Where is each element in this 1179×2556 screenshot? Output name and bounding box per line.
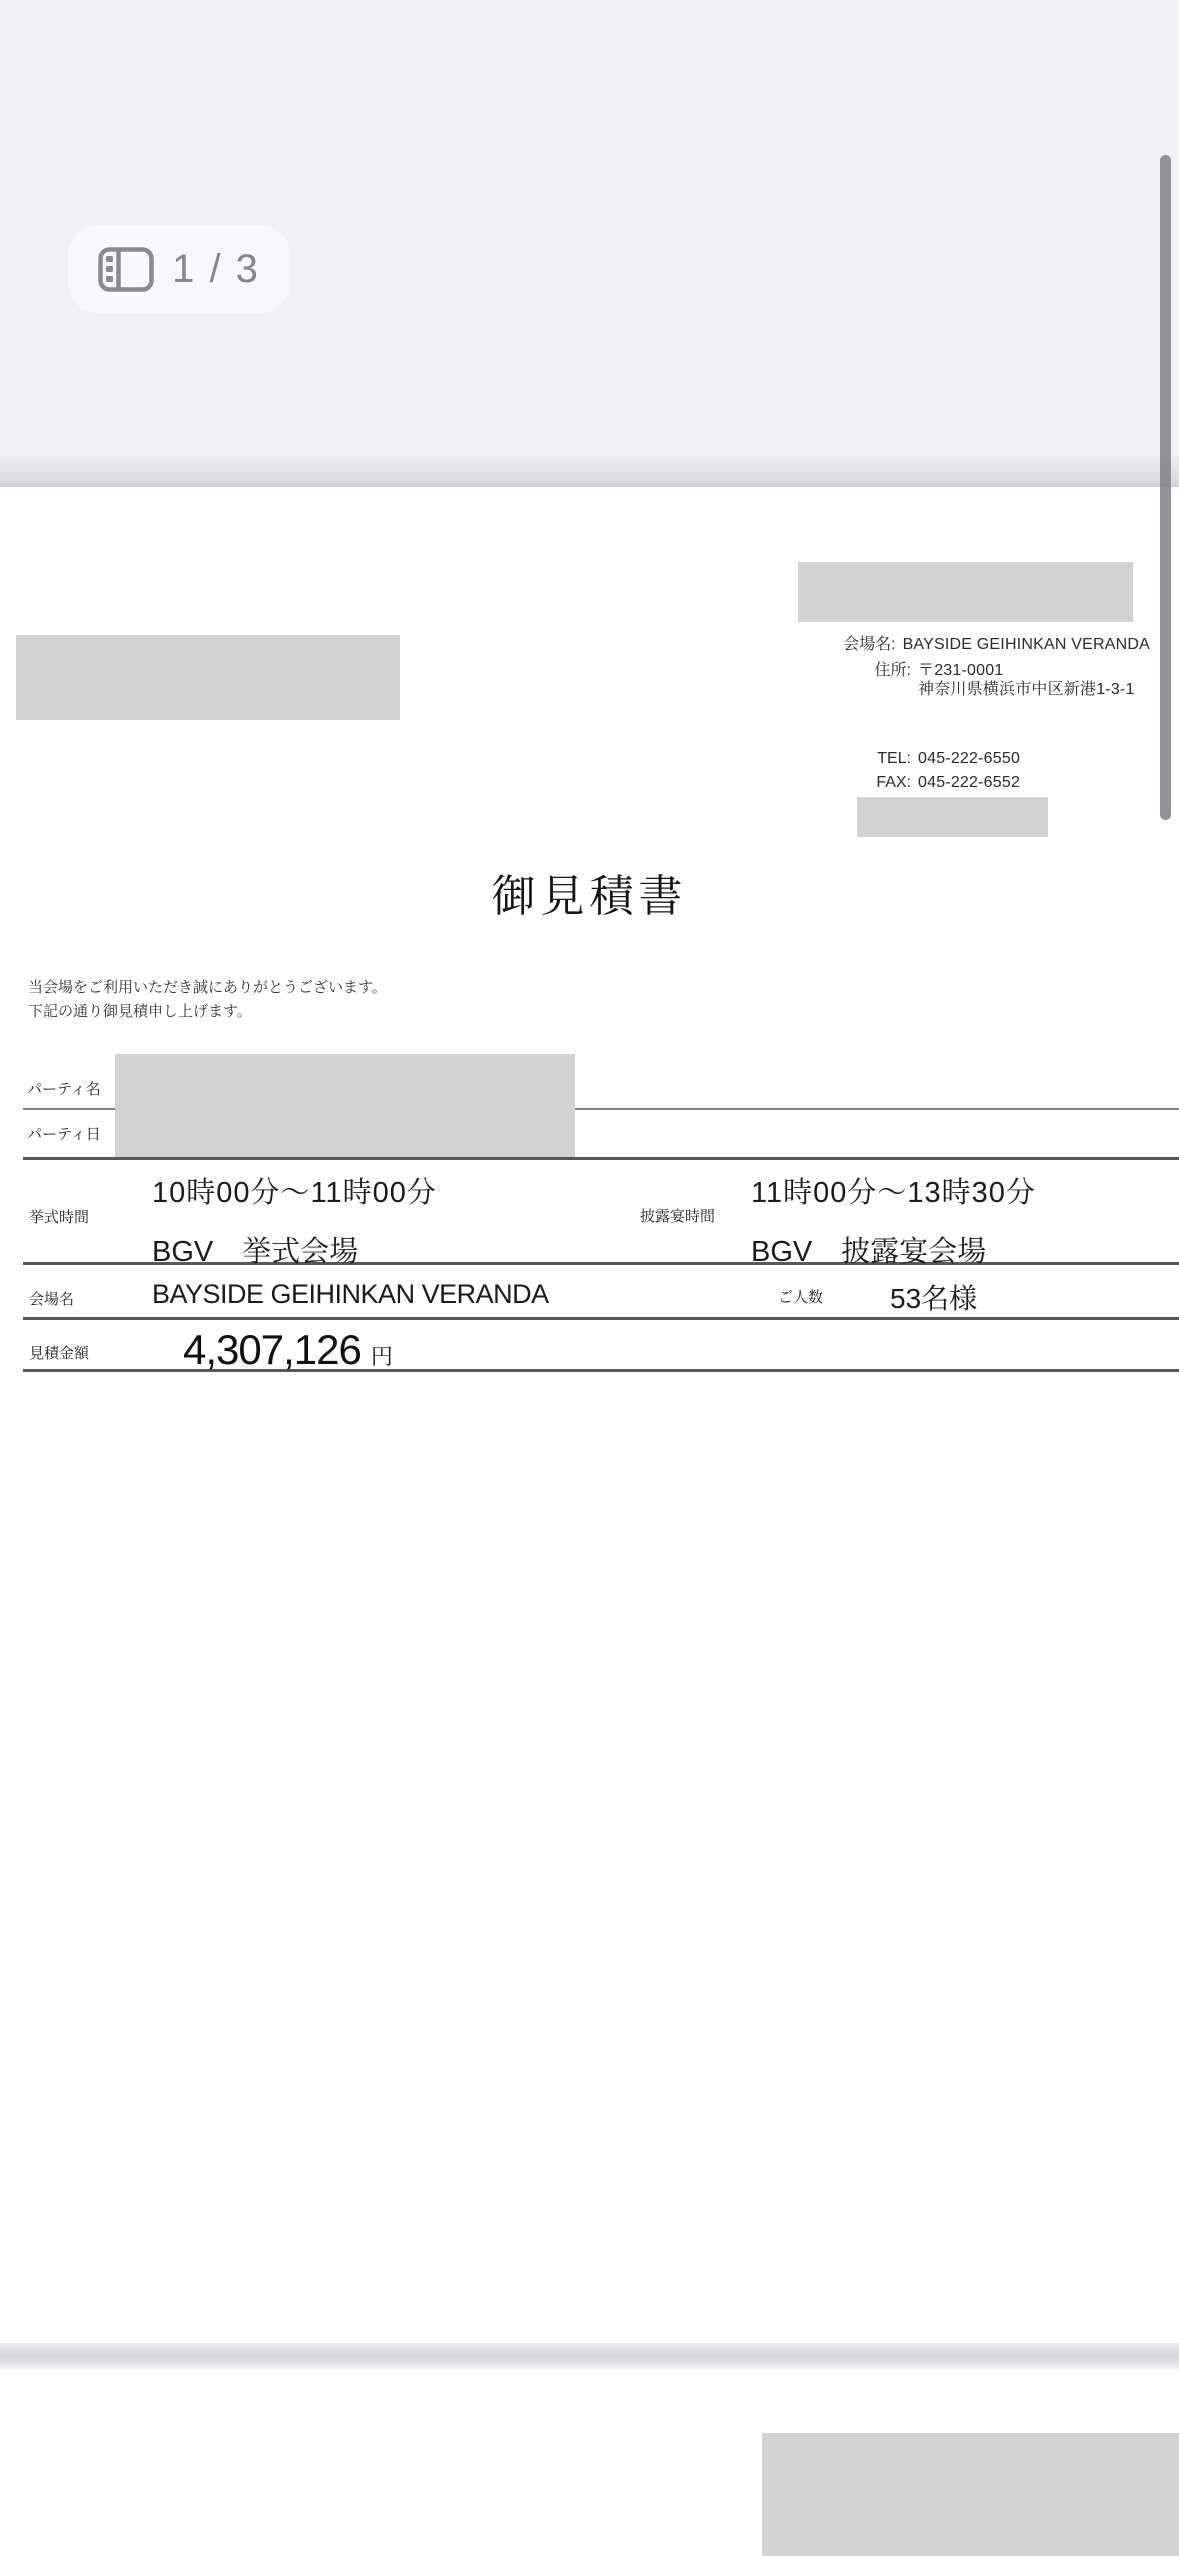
redaction-box-page2 xyxy=(762,2433,1179,2556)
header-address-line: 神奈川県横浜市中区新港1-3-1 xyxy=(918,681,1135,698)
redaction-box-recipient xyxy=(16,635,400,720)
viewer-header xyxy=(0,0,1179,487)
party-name-label: パーティ名 xyxy=(27,1081,101,1098)
header-address-label: 住所: xyxy=(874,662,911,679)
header-tel-row xyxy=(700,748,1150,770)
venue-name-label: 会場名 xyxy=(29,1291,75,1308)
page-separator xyxy=(0,2343,1179,2369)
redaction-box-contact xyxy=(857,797,1048,837)
estimate-amount-value xyxy=(183,1326,393,1374)
reception-time-value: 11時00分〜13時30分 xyxy=(751,1177,1036,1209)
greeting-text xyxy=(28,976,387,1024)
header-fax-row xyxy=(700,772,1150,794)
header-tel-label: TEL: xyxy=(877,750,911,767)
document-page-1 xyxy=(0,487,1179,2343)
table-divider-4 xyxy=(23,1317,1179,1320)
greeting-line-2: 下記の通り御見積申し上げます。 xyxy=(28,1003,252,1020)
header-venue-value: BAYSIDE GEIHINKAN VERANDA xyxy=(902,636,1150,653)
document-title: 御見積書 xyxy=(491,872,688,921)
party-date-label: パーティ日 xyxy=(27,1126,101,1143)
estimate-amount-label: 見積金額 xyxy=(29,1345,90,1362)
scrollbar-thumb[interactable] xyxy=(1160,155,1171,820)
document-page-2 xyxy=(0,2369,1179,2556)
ceremony-time-value: 10時00分〜11時00分 xyxy=(152,1177,437,1209)
header-address-row-2 xyxy=(700,679,1150,701)
thumbnails-sidebar-icon xyxy=(98,247,154,292)
reception-time-label: 披露宴時間 xyxy=(640,1208,716,1225)
estimate-amount-number: 4,307,126 xyxy=(183,1326,361,1373)
header-fax-value: 045-222-6552 xyxy=(918,774,1021,791)
greeting-line-1: 当会場をご利用いただき誠にありがとうございます。 xyxy=(28,979,387,996)
venue-name-value: BAYSIDE GEIHINKAN VERANDA xyxy=(152,1279,549,1309)
ceremony-time-label: 挙式時間 xyxy=(29,1209,90,1226)
header-venue-label: 会場名: xyxy=(843,636,896,653)
table-divider-2 xyxy=(23,1157,1179,1160)
header-tel-value: 045-222-6550 xyxy=(918,750,1021,767)
ceremony-venue-value: BGV 挙式会場 xyxy=(152,1236,359,1268)
reception-venue-value: BGV 披露宴会場 xyxy=(751,1236,987,1268)
guest-count-label: ご人数 xyxy=(778,1289,824,1306)
redaction-box-logo xyxy=(798,562,1133,622)
header-fax-label: FAX: xyxy=(876,774,911,791)
header-postal-code: 〒231-0001 xyxy=(918,662,1004,679)
estimate-amount-unit: 円 xyxy=(370,1344,393,1369)
page-indicator-text: 1 / 3 xyxy=(172,246,260,291)
redaction-box-party-details xyxy=(115,1054,575,1157)
page-indicator[interactable] xyxy=(68,225,290,313)
header-venue-row xyxy=(700,634,1150,656)
guest-count-value: 53名様 xyxy=(890,1283,978,1314)
